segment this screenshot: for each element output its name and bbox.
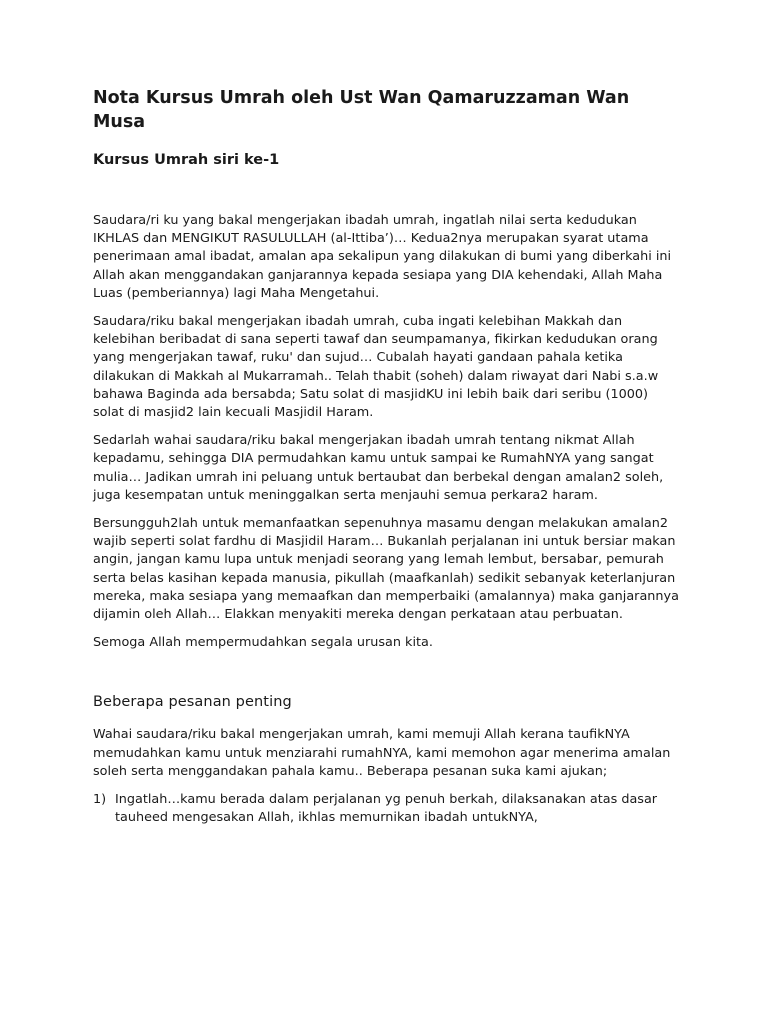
paragraph-4: Bersungguh2lah untuk memanfaatkan sepenuhnya masamu dengan melakukan amalan2 wajib seperti solat fardhu di Masjidil Haram… Bukanlah perjalanan ini untuk bersiar makan angin, jangan kamu lupa untuk menjadi seorang yang lemah lembut, bersabar, pemurah serta belas kasihan kepada manusia, pikullah (maafkanlah) sedikit sebanyak keterlanjuran mereka, maka sesiapa yang memaafkan dan memperbaiki (amalannya) maka ganjarannya dijamin oleh Allah… Elakkan menyakiti mereka dengan perkataan atau perbuatan. [93, 516, 679, 623]
document-title: Nota Kursus Umrah oleh Ust Wan Qamaruzzaman Wan Musa [93, 88, 630, 132]
paragraph-1: Saudara/ri ku yang bakal mengerjakan ibadah umrah, ingatlah nilai serta kedudukan IKHLAS dan MENGIKUT RASULULLAH (al-Ittiba’)… Kedua2nya merupakan syarat utama penerimaan amal ibadat, amalan apa sekalipun yang dilakukan di bumi yang diberkahi ini Allah akan menggandakan ganjarannya kepada sesiapa yang DIA kehendaki, Allah Maha Luas (pemberiannya) lagi Maha Mengetahui. [93, 213, 672, 301]
paragraph-2: Saudara/riku bakal mengerjakan ibadah umrah, cuba ingati kelebihan Makkah dan kelebihan beribadat di sana seperti tawaf dan seumpamanya, fikirkan kedudukan orang yang mengerjakan tawaf, ruku' dan sujud… Cubalah hayati gandaan pahala ketika dilakukan di Makkah al Mukarramah.. Telah thabit (soheh) dalam riwayat dari Nabi s.a.w bahawa Baginda ada bersabda; Satu solat di masjidKU ini lebih baik dari seribu (1000) solat di masjid2 lain kecuali Masjidil Haram. [93, 314, 659, 421]
list-item-text: Ingatlah…kamu berada dalam perjalanan yg penuh berkah, dilaksanakan atas dasar tauheed mengesakan Allah, ikhlas memurnikan ibadah untukNYA, [115, 792, 658, 826]
paragraph-5: Semoga Allah mempermudahkan segala urusan kita. [93, 635, 433, 651]
paragraph-3: Sedarlah wahai saudara/riku bakal mengerjakan ibadah umrah tentang nikmat Allah kepadamu, sehingga DIA permudahkan kamu untuk sampai ke RumahNYA yang sangat mulia… Jadikan umrah ini peluang untuk bertaubat dan berbekal dengan amalan2 soleh, juga kesempatan untuk meninggalkan serta menjauhi semua perkara2 haram. [93, 433, 664, 503]
section-intro: Wahai saudara/riku bakal mengerjakan umrah, kami memuji Allah kerana taufikNYA memudahkan kamu untuk menziarahi rumahNYA, kami memohon agar menerima amalan soleh serta menggandakan pahala kamu.. Beberapa pesanan suka kami ajukan; [93, 727, 671, 779]
document-subtitle: Kursus Umrah siri ke-1 [93, 152, 280, 168]
list-item-number: 1) [93, 792, 107, 808]
numbered-list [93, 791, 683, 827]
list-item [93, 791, 683, 827]
section-heading: Beberapa pesanan penting [93, 694, 292, 711]
document-page [93, 86, 683, 827]
